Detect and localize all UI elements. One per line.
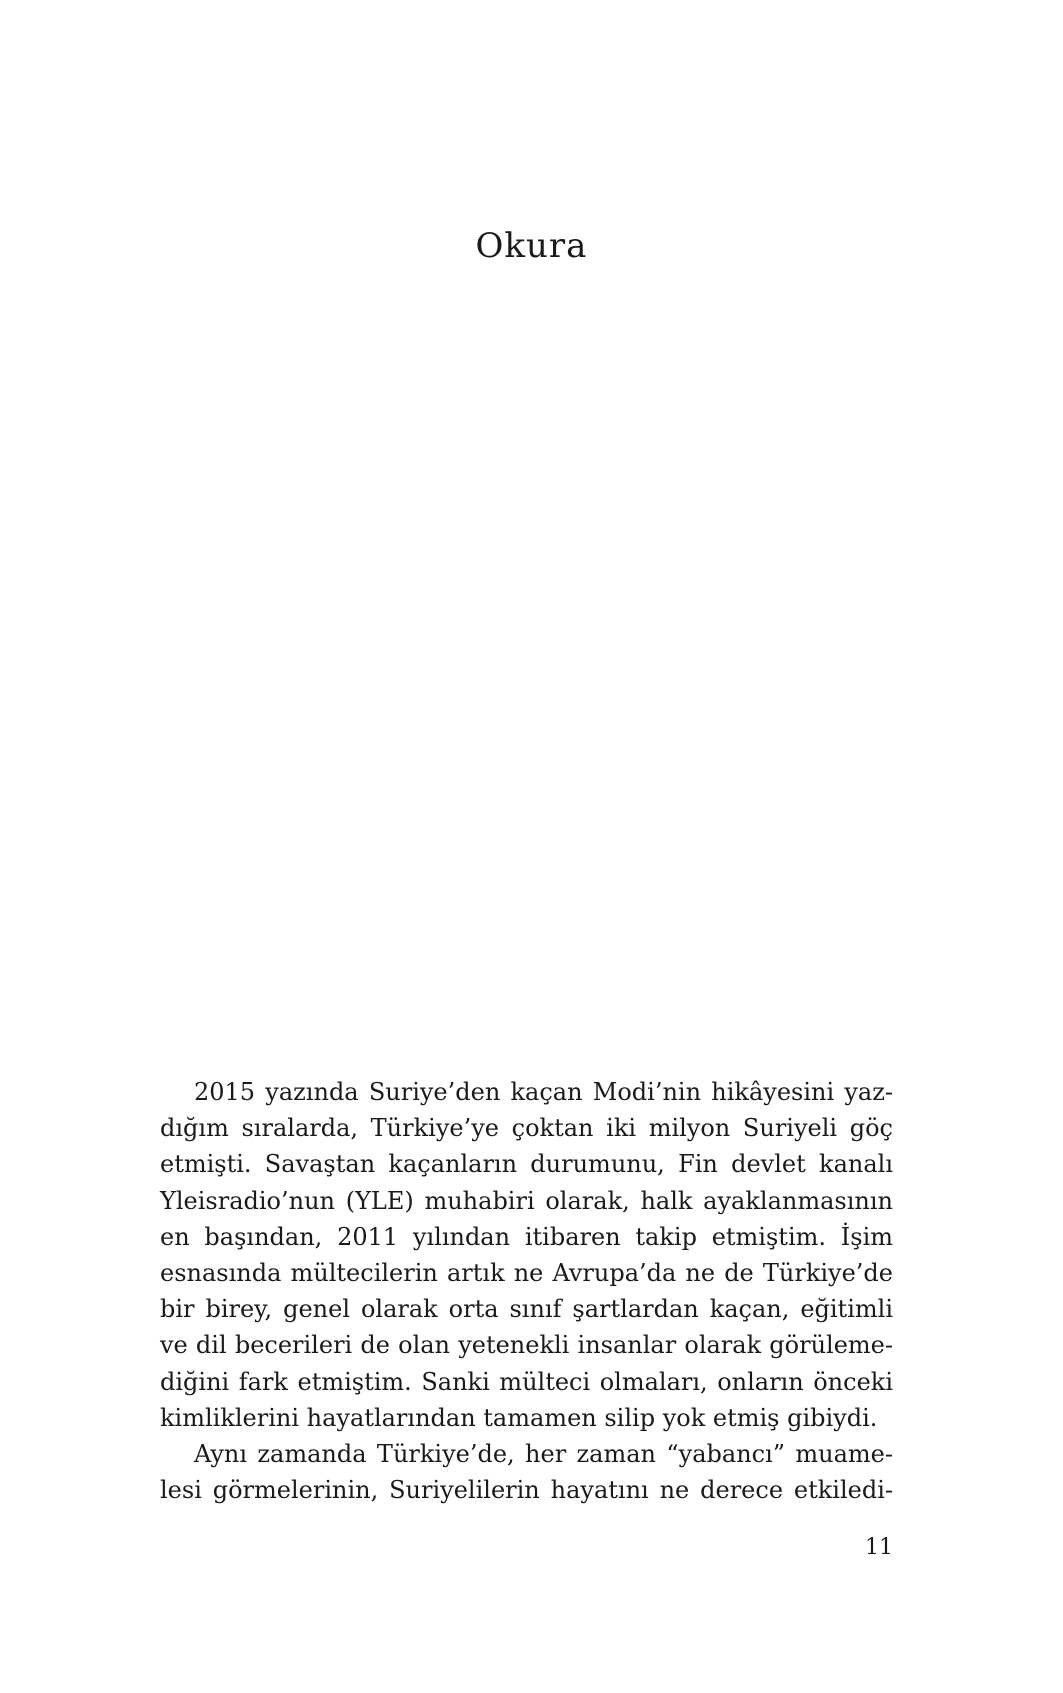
text-line: diğini fark etmiştim. Sanki mülteci olmaları, onların önceki xyxy=(160,1367,893,1396)
text-line: Yleisradio’nun (YLE) muhabiri olarak, halk ayaklanmasının xyxy=(160,1186,893,1215)
page-number: 11 xyxy=(865,1535,893,1560)
text-line: 2015 yazında Suriye’den kaçan Modi’nin hikâyesini yaz- xyxy=(194,1078,893,1106)
body-text xyxy=(160,1074,893,1508)
text-line: etmişti. Savaştan kaçanların durumunu, Fin devlet kanalı xyxy=(160,1150,893,1179)
text-line: ve dil becerileri de olan yetenekli insanlar olarak görüleme- xyxy=(160,1331,893,1360)
text-line: Aynı zamanda Türkiye’de, her zaman “yabancı” muame- xyxy=(194,1439,893,1468)
text-line: bir birey, genel olarak orta sınıf şartlardan kaçan, eğitimli xyxy=(160,1295,893,1324)
text-line: dığım sıralarda, Türkiye’ye çoktan iki milyon Suriyeli göç xyxy=(160,1114,893,1143)
text-line: en başından, 2011 yılından itibaren takip etmiştim. İşim xyxy=(160,1222,893,1251)
text-line: lesi görmelerinin, Suriyelilerin hayatını ne derece etkiledi- xyxy=(160,1476,893,1505)
text-line: esnasında mültecilerin artık ne Avrupa’da ne de Türkiye’de xyxy=(160,1258,893,1287)
page-title: Okura xyxy=(475,226,588,266)
text-line: kimliklerini hayatlarından tamamen silip yok etmiş gibiydi. xyxy=(160,1403,878,1432)
